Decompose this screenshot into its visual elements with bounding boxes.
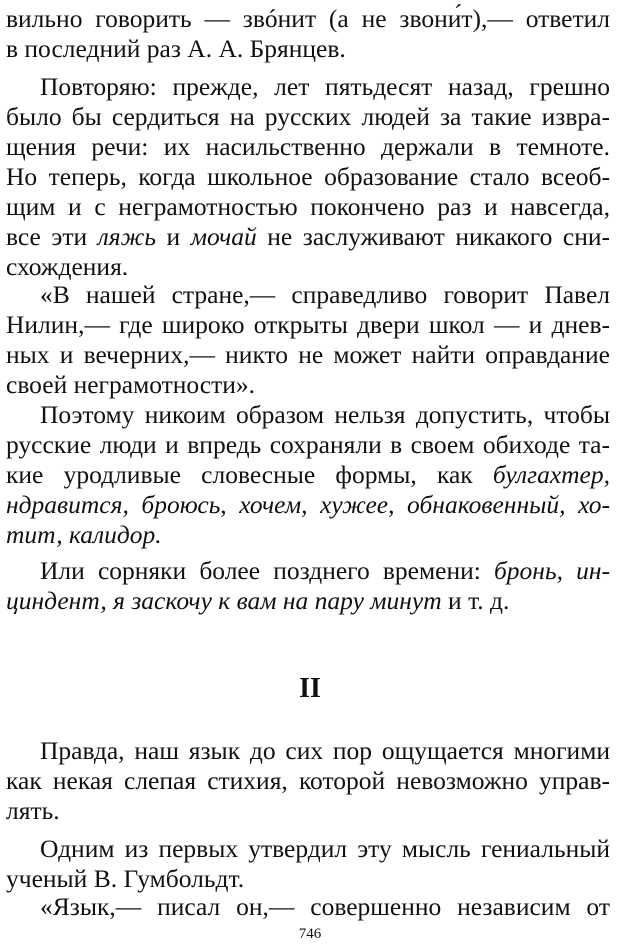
text-line: щения речи: их насильственно держали в темноте.	[6, 132, 610, 161]
text-line: ндравится, броюсь, хочем, хужее, обнаковенный, хо-	[6, 490, 610, 519]
text-line: Одним из первых утвердил эту мысль гениальный	[40, 834, 610, 863]
text-line: циндент, я заскочу к вам на пару минут и т. д.	[6, 586, 510, 615]
text-line: Но теперь, когда школьное образование стало всеоб-	[6, 162, 610, 191]
text-line: «Язык,— писал он,— совершенно независим от	[40, 892, 610, 921]
text-line: кие уродливые словесные формы, как булгахтер,	[6, 460, 610, 489]
section-heading: II	[299, 673, 321, 704]
text-line: Правда, наш язык до сих пор ощущается многими	[40, 736, 610, 765]
text-line: Нилин,— где широко открыты двери школ — и днев-	[6, 310, 610, 339]
text-line: Или сорняки более позднего времени: бронь, ин-	[40, 556, 610, 585]
text-line: как некая слепая стихия, которой невозможно управ-	[6, 766, 610, 795]
text-line: схождения.	[6, 252, 129, 281]
text-line: вильно говорить — звóнит (а не звони́т),— ответил	[6, 4, 610, 33]
text-line: «В нашей стране,— справедливо говорит Павел	[40, 280, 610, 309]
text-line: было бы сердиться на русских людей за такие извра-	[6, 102, 610, 131]
text-line: все эти ляжь и мочай не заслуживают никакого сни-	[6, 222, 610, 251]
page-number: 746	[298, 926, 322, 942]
text-line: русские люди и впредь сохраняли в своем обиходе та-	[6, 430, 610, 459]
text-line: Повторяю: прежде, лет пятьдесят назад, грешно	[40, 72, 610, 101]
text-line: в последний раз А. А. Брянцев.	[6, 34, 346, 63]
text-line: своей неграмотности».	[6, 370, 256, 399]
text-line: лять.	[6, 796, 60, 825]
text-line: ученый В. Гумбольдт.	[6, 864, 245, 893]
text-line: щим и с неграмотностью покончено раз и навсегда,	[6, 192, 610, 221]
text-line: Поэтому никоим образом нельзя допустить, чтобы	[40, 400, 610, 429]
text-line: тит, калидор.	[6, 520, 162, 549]
text-line: ных и вечерних,— никто не может найти оправдание	[6, 340, 610, 369]
